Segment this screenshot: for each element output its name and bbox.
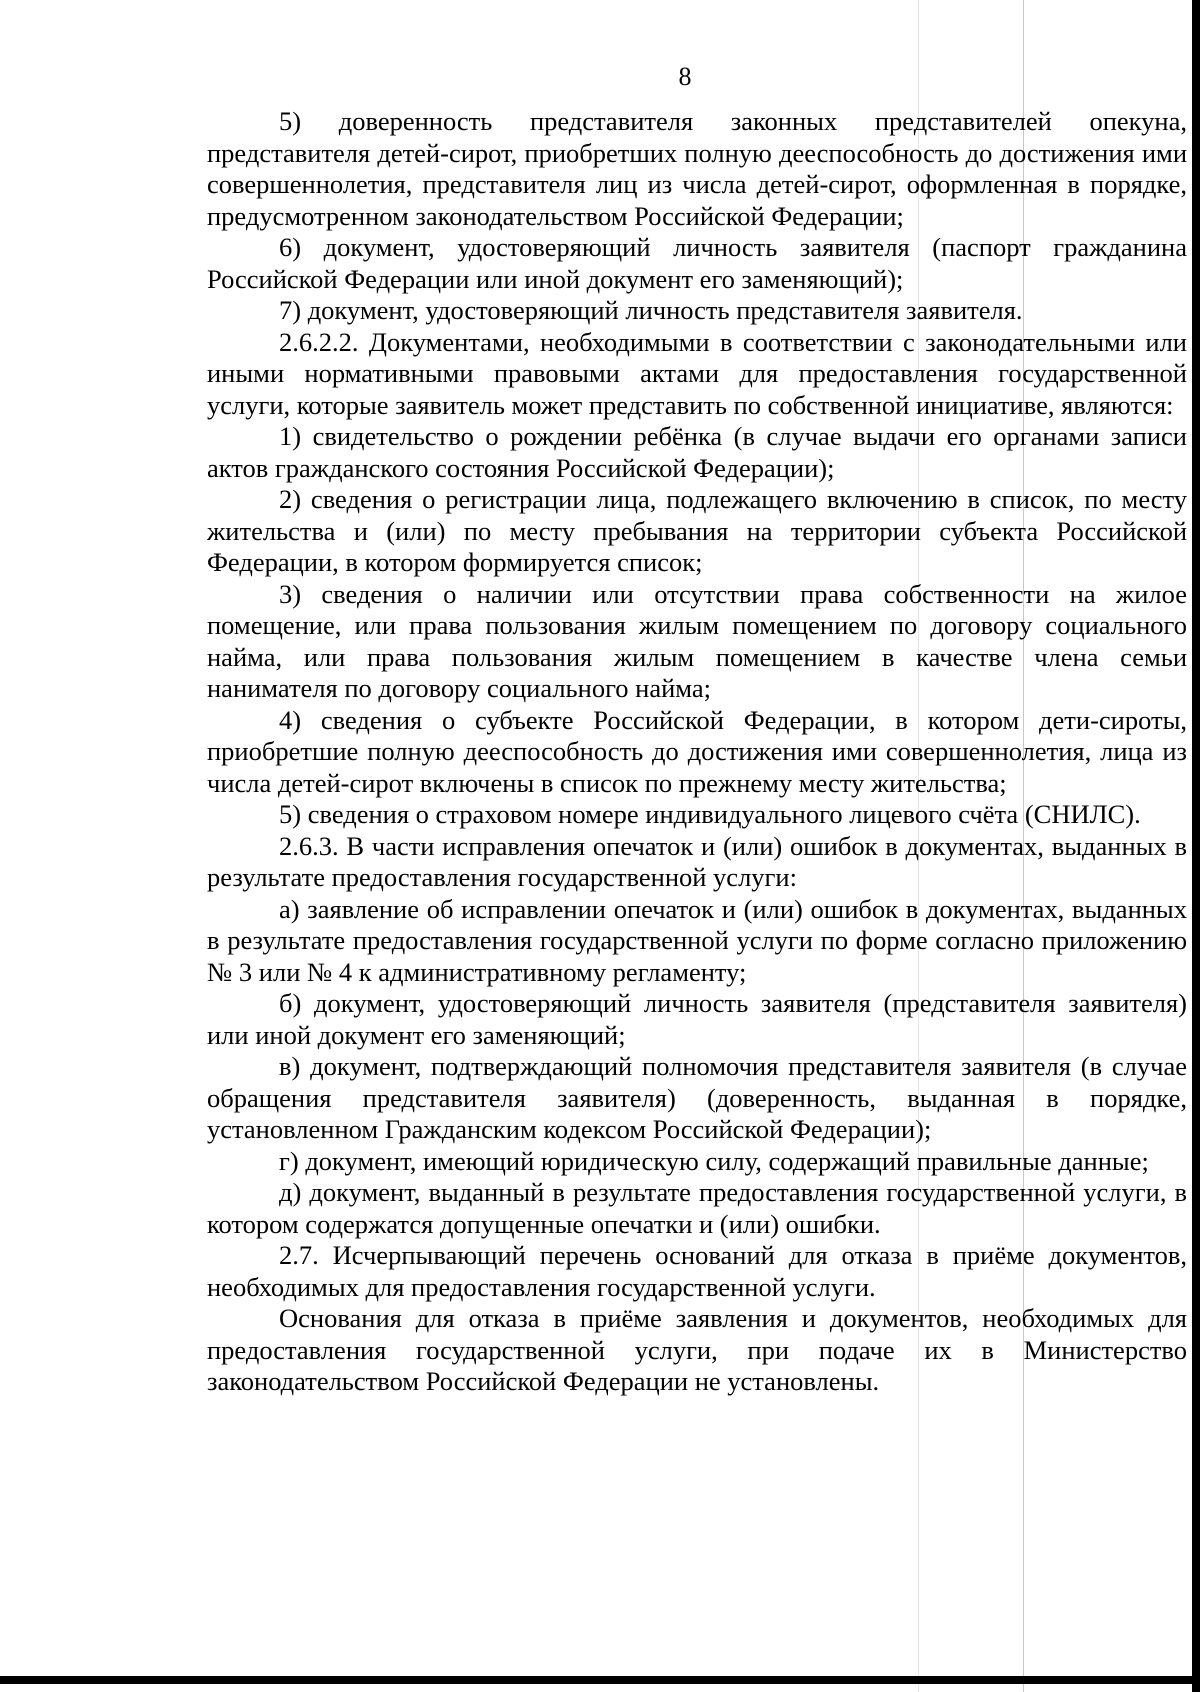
paragraph-item-4-subject-info: 4) сведения о субъекте Российской Федерации, в котором дети-сироты, приобретшие полную дееспособность до достижения ими совершеннолетия, лица из числа детей-сирот включены в список по прежнему месту жительства; [207, 704, 1187, 798]
page-number: 8 [678, 62, 692, 91]
paragraph-item-1-birth-certificate: 1) свидетельство о рождении ребёнка (в случае выдачи его органами записи актов гражданского состояния Российской Федерации); [207, 421, 1187, 483]
scan-bottom-edge [0, 1676, 1200, 1684]
paragraph-item-7-representative-id: 7) документ, удостоверяющий личность представителя заявителя. [279, 295, 1023, 325]
paragraph-item-5-snils: 5) сведения о страховом номере индивидуального лицевого счёта (СНИЛС). [279, 799, 1141, 829]
paragraph-item-a-correction-request: а) заявление об исправлении опечаток и (или) ошибок в документах, выданных в результате предоставления государственной услуги по форме согласно приложению № 3 или № 4 к административному регламенту; [207, 893, 1187, 987]
document-body [207, 106, 1187, 1398]
paragraph-section-2-6-2-2: 2.6.2.2. Документами, необходимыми в соответствии с законодательными или иными нормативными правовыми актами для предоставления государственной услуги, которые заявитель может представить по собственной инициативе, являются: [207, 326, 1187, 420]
paragraph-item-b-identity-document: б) документ, удостоверяющий личность заявителя (представителя заявителя) или иной документ его заменяющий; [207, 988, 1187, 1050]
paragraph-item-g-correct-data: г) документ, имеющий юридическую силу, содержащий правильные данные; [279, 1145, 1149, 1176]
paragraph-item-6-applicant-id: 6) документ, удостоверяющий личность заявителя (паспорт гражданина Российской Федерации или иной документ его заменяющий); [207, 232, 1187, 294]
scan-right-edge [1192, 0, 1200, 1692]
paragraph-item-3-ownership: 3) сведения о наличии или отсутствии права собственности на жилое помещение, или права пользования жилым помещением по договору социального найма, или права пользования жилым помещением в качестве члена семьи нанимателя по договору социального найма; [207, 578, 1187, 703]
paragraph-item-2-registration: 2) сведения о регистрации лица, подлежащего включению в список, по месту жительства и (или) по месту пребывания на территории субъекта Российской Федерации, в котором формируется список; [207, 484, 1187, 577]
paragraph-section-2-6-3: 2.6.3. В части исправления опечаток и (или) ошибок в документах, выданных в результате предоставления государственной услуги: [207, 830, 1187, 892]
paragraph-item-d-issued-document: д) документ, выданный в результате предоставления государственной услуги, в котором содержатся допущенные опечатки и (или) ошибки. [207, 1177, 1187, 1239]
paragraph-item-5-power-of-attorney: 5) доверенность представителя законных представителей опекуна, представителя детей-сирот, приобретших полную дееспособность до достижения ими совершеннолетия, представителя лиц из числа детей-сирот, оформленная в порядке, предусмотренном законодательством Российской Федерации; [207, 106, 1187, 231]
paragraph-item-v-authority-document: в) документ, подтверждающий полномочия представителя заявителя (в случае обращения представителя заявителя) (доверенность, выданная в порядке, установленном Гражданским кодексом Российской Федерации); [207, 1051, 1187, 1144]
paragraph-refusal-grounds: Основания для отказа в приёме заявления и документов, необходимых для предоставления государственной услуги, при подаче их в Министерство законодательством Российской Федерации не установлены. [207, 1303, 1187, 1396]
paragraph-section-2-7: 2.7. Исчерпывающий перечень оснований для отказа в приёме документов, необходимых для предоставления государственной услуги. [207, 1240, 1187, 1302]
